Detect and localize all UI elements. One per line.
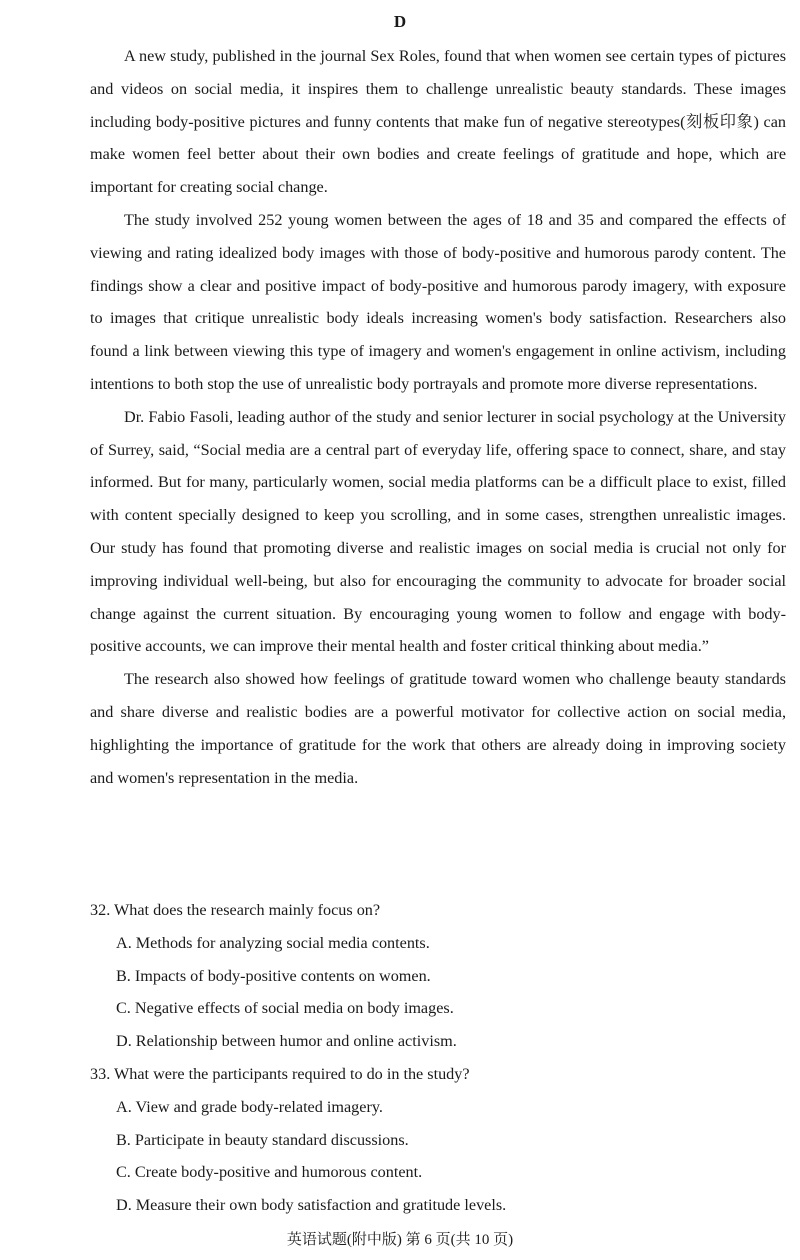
section-heading: D xyxy=(393,12,407,31)
question-stem: 32. What does the research mainly focus on? xyxy=(90,901,381,919)
question-stem: 33. What were the participants required to do in the study? xyxy=(90,1064,470,1083)
answer-option-c: C. Negative effects of social media on body images. xyxy=(116,999,454,1018)
answer-option-c: C. Create body-positive and humorous content. xyxy=(116,1163,423,1182)
question-33 xyxy=(90,1058,786,1222)
answer-option-d: D. Relationship between humor and online activism. xyxy=(116,1032,457,1051)
answer-option-a: A. Methods for analyzing social media contents. xyxy=(116,933,430,952)
passage-paragraph-2: The study involved 252 young women between the ages of 18 and 35 and compared the effects of viewing and rating idealized body images with those of body-positive and humorous parody content. The findings show a clear and positive impact of body-positive and humorous parody imagery, with exposure to images that critique unrealistic body ideals increasing women's body satisfaction. Researchers also found a link between viewing this type of imagery and women's engagement in online activism, including intentions to both stop the use of unrealistic body portrayals and promote more diverse representations. xyxy=(90,210,786,393)
answer-option-a: A. View and grade body-related imagery. xyxy=(116,1097,383,1116)
answer-option-b: B. Impacts of body-positive contents on women. xyxy=(116,966,431,985)
answer-option-d: D. Measure their own body satisfaction and gratitude levels. xyxy=(116,1196,507,1215)
passage-paragraph-4: The research also showed how feelings of gratitude toward women who challenge beauty standards and share diverse and realistic bodies are a powerful motivator for collective action on social media, highlighting the importance of gratitude for the work that others are already doing in improving society and women's representation in the media. xyxy=(90,670,786,787)
question-32 xyxy=(90,894,786,1058)
question-list xyxy=(90,894,786,1222)
passage-paragraph-3: Dr. Fabio Fasoli, leading author of the study and senior lecturer in social psychology at the University of Surrey, said, “Social media are a central part of everyday life, offering space to connect, share, and stay informed. But for many, particularly women, social media platforms can be a difficult place to exist, filled with content specially designed to keep you scrolling, and in some cases, strengthen unrealistic images. Our study has found that promoting diverse and realistic images on social media is crucial not only for improving individual well-being, but also for encouraging the community to advocate for broader social change against the current situation. By encouraging young women to follow and engage with body-positive accounts, we can improve their mental health and foster critical thinking about media.” xyxy=(90,407,786,656)
page-footer: 英语试题(附中版) 第 6 页(共 10 页) xyxy=(286,1232,514,1248)
answer-option-b: B. Participate in beauty standard discussions. xyxy=(116,1130,409,1149)
reading-passage xyxy=(90,40,786,794)
passage-paragraph-1: A new study, published in the journal Sex Roles, found that when women see certain types of pictures and videos on social media, it inspires them to challenge unrealistic beauty standards. These images including body-positive pictures and funny contents that make fun of negative stereotypes(刻板印象) can make women feel better about their own bodies and create feelings of gratitude and hope, which are important for creating social change. xyxy=(90,47,786,197)
